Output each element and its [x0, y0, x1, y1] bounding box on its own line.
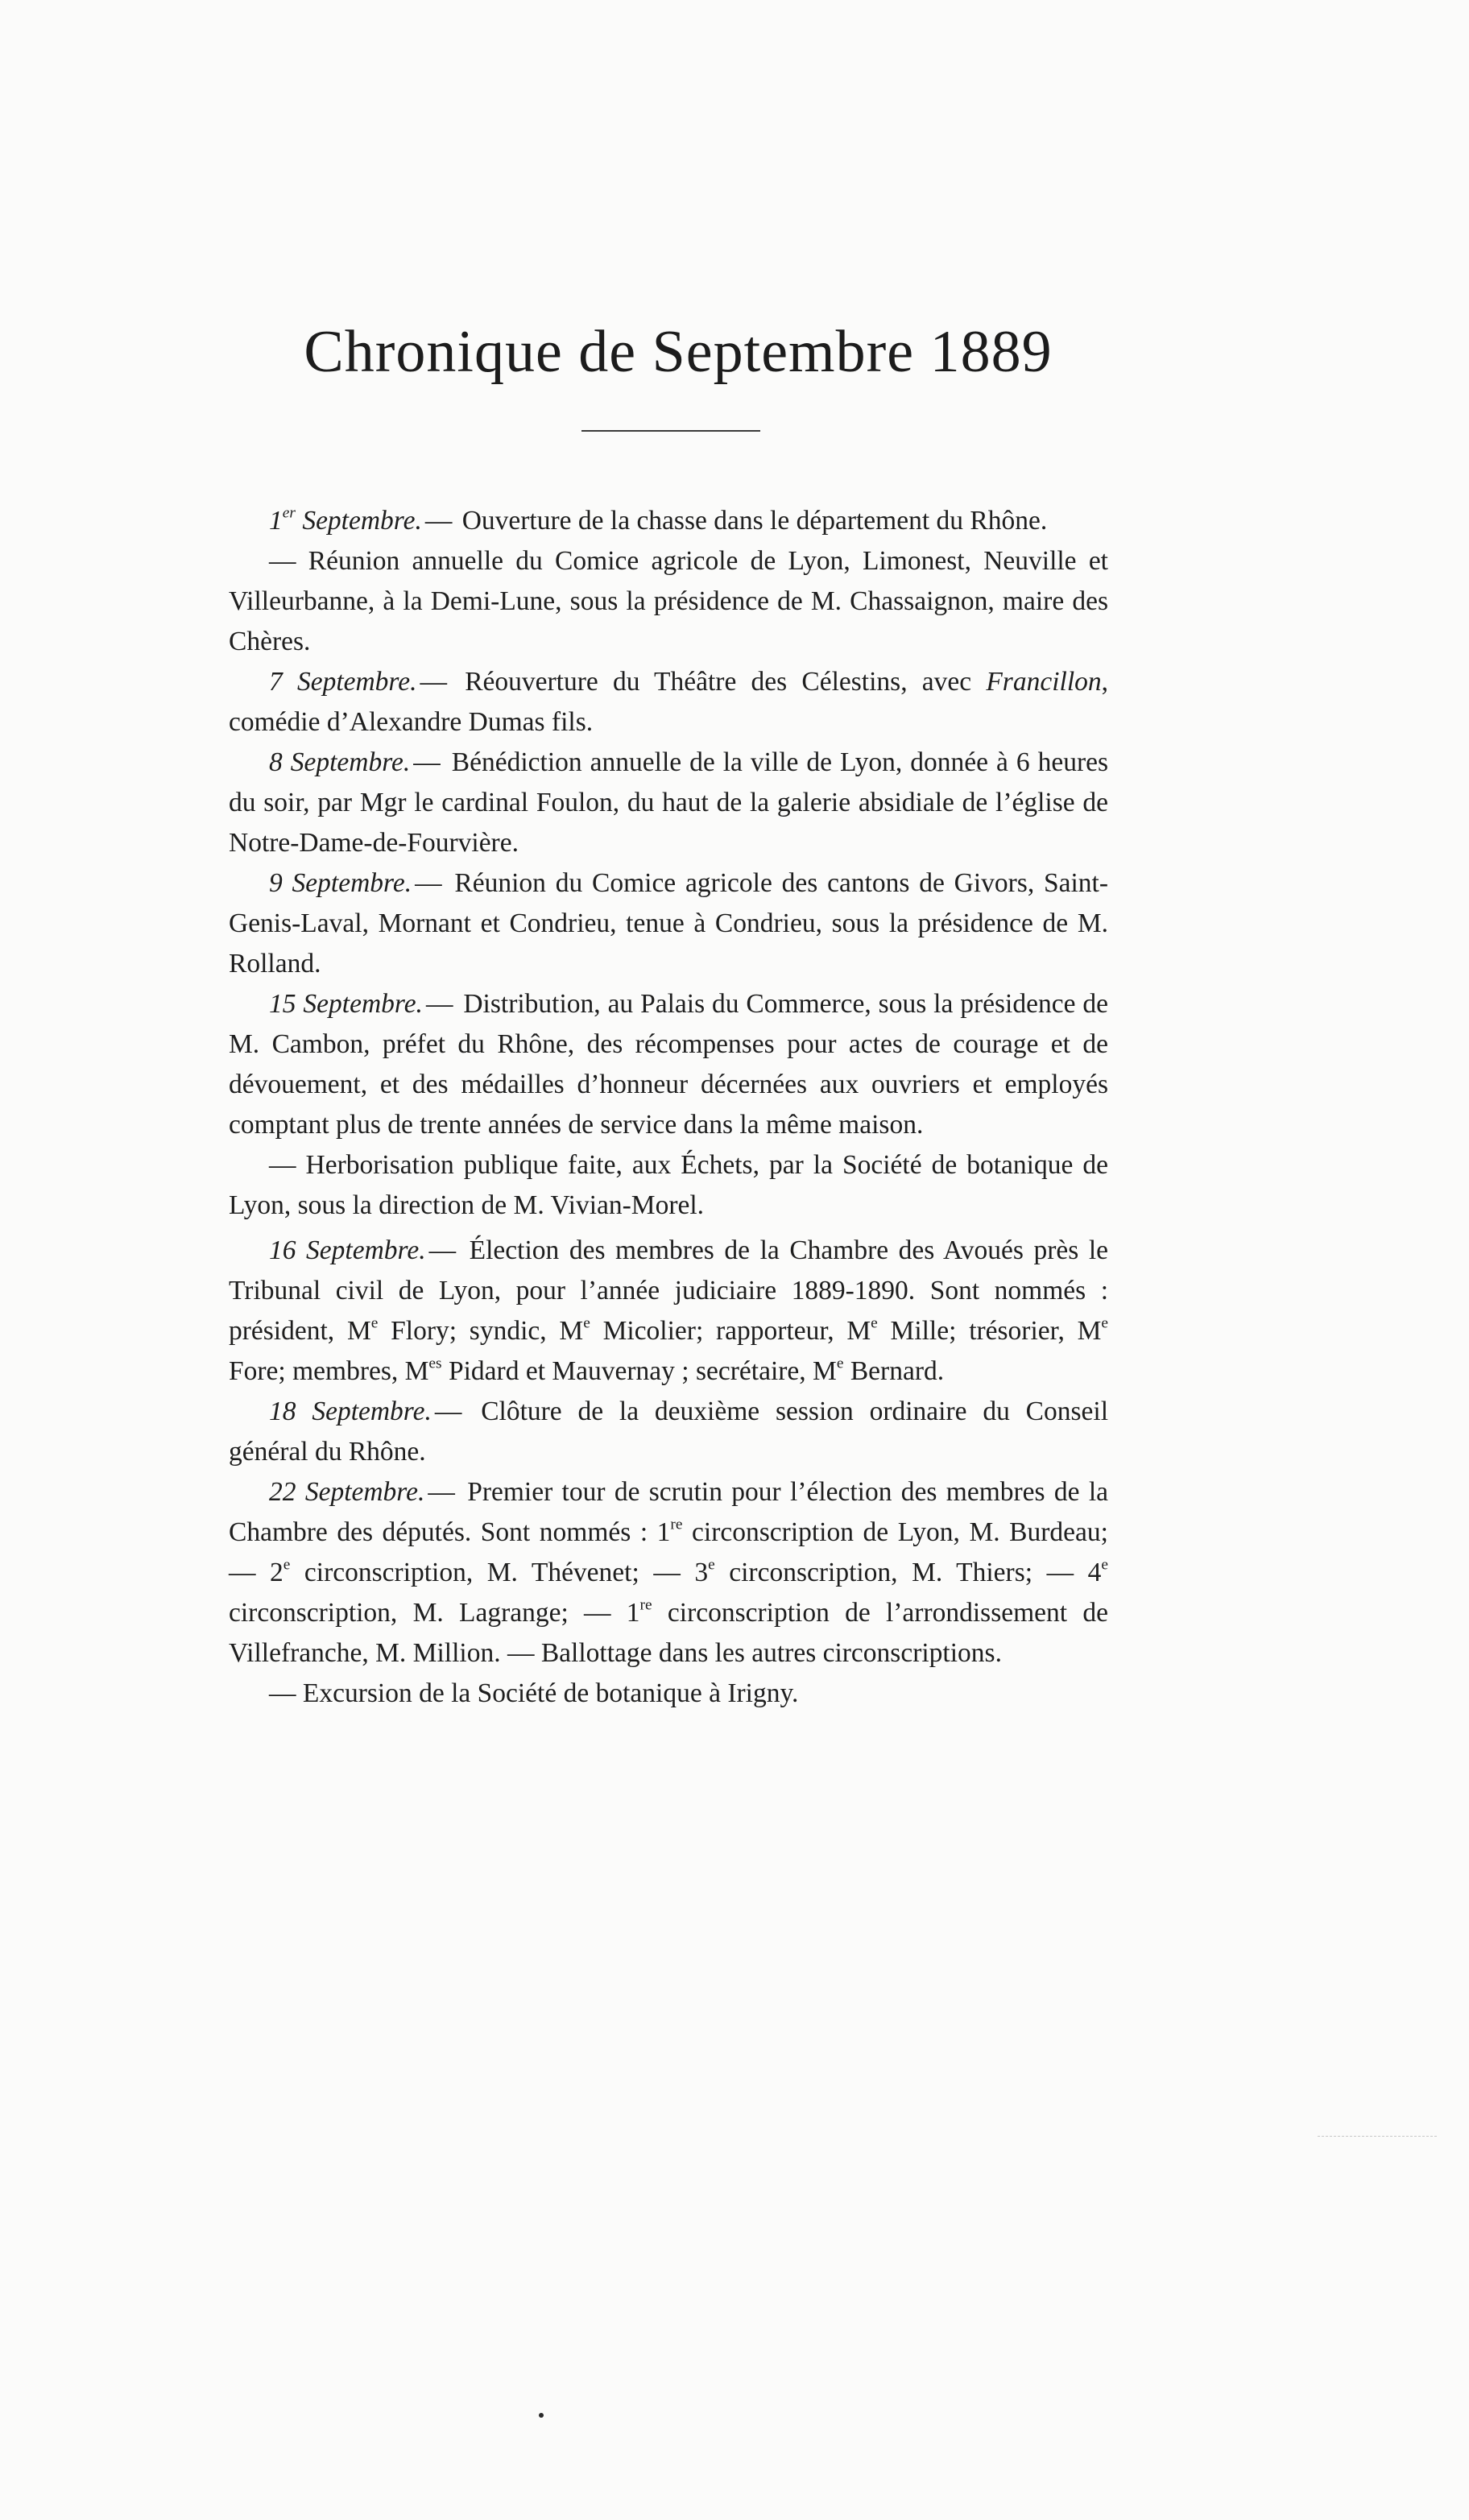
chronicle-entry — [229, 1472, 1108, 1674]
entry-separator: — — [425, 989, 453, 1019]
entry-separator: — — [434, 1397, 462, 1426]
superscript-abbrev: re — [670, 1516, 683, 1533]
entry-text: , comédie d’Alexandre Dumas fils. — [229, 667, 1109, 737]
entry-date: 16 Septembre. — [269, 1235, 426, 1265]
superscript-abbrev: e — [283, 1556, 291, 1574]
chronicle-body — [229, 501, 1108, 1714]
superscript-abbrev: e — [1101, 1314, 1109, 1332]
chronicle-entry — [229, 1674, 1108, 1714]
chronicle-entry — [229, 1392, 1108, 1472]
entry-text: Clôture de la deuxième session ordinaire du Conseil général du Rhône. — [229, 1397, 1109, 1467]
entry-text: Réunion du Comice agricole des cantons de Givors, Saint-Genis-Laval, Mornant et Condrieu, tenue à Condrieu, sous la présidence de M. Rolland. — [229, 868, 1109, 979]
superscript-abbrev: e — [1101, 1556, 1108, 1574]
chronicle-entry — [229, 501, 1108, 541]
entry-separator: — — [413, 747, 441, 777]
superscript-abbrev: e — [370, 1314, 379, 1332]
chronicle-entry — [229, 863, 1108, 984]
entry-play-title: Francillon — [986, 667, 1102, 697]
entry-date: 15 Septembre. — [269, 989, 423, 1019]
scan-edge-line — [1318, 2136, 1437, 2137]
entry-text: Bénédiction annuelle de la ville de Lyon, donnée à 6 heures du soir, par Mgr le cardinal Foulon, du haut de la galerie absidiale de l’église de Notre-Dame-de-Fourvière. — [229, 747, 1109, 858]
entry-separator: — — [428, 1477, 455, 1507]
entry-text: Réouverture du Théâtre des Célestins, avec — [465, 667, 987, 697]
superscript-abbrev: e — [708, 1556, 715, 1574]
chronicle-entry — [229, 984, 1108, 1145]
chronicle-entry — [229, 662, 1108, 743]
entry-separator: — — [420, 667, 447, 697]
entry-separator: — — [424, 506, 453, 536]
entry-separator: — — [415, 868, 442, 898]
chronicle-entry — [229, 1145, 1108, 1226]
superscript-abbrev: e — [871, 1314, 878, 1332]
superscript-abbrev: es — [428, 1355, 442, 1372]
entry-text: Élection des membres de la Chambre des Avoués près le Tribunal civil de Lyon, pour l’année judiciaire 1889-1890. Sont nommés : président, Me Flory; syndic, Me Micolier; rapporteur, Me Mille; trésorier, Me Fore; membres, $M^{es}$ Pidard et Mauvernay ; secrétaire, Me Bernard. — [229, 1235, 1109, 1386]
entry-separator: — — [428, 1235, 457, 1265]
entry-date: 8 Septembre. — [269, 747, 411, 777]
entry-text: Premier tour de scrutin pour l’élection des membres de la Chambre des députés. Sont nommés : 1re circonscription de Lyon, M. Burdeau; — 2e circonscription, M. Thévenet; — 3e circonscription, M. Thiers; — 4e circonscription, M. Lagrange; — 1re circonscription de l’arrondissement de Villefranche, M. Million. — Ballottage dans les autres circonscriptions. — [229, 1477, 1109, 1668]
entry-date: 18 Septembre. — [269, 1397, 432, 1426]
chronicle-entry — [229, 1231, 1108, 1392]
entry-date: 7 Septembre. — [269, 667, 417, 697]
entry-text: Ouverture de la chasse dans le département du Rhône. — [461, 506, 1048, 536]
superscript-abbrev: re — [639, 1596, 652, 1614]
page-title: Chronique de Septembre 1889 — [304, 319, 1053, 385]
chronicle-entry — [229, 541, 1108, 662]
superscript-abbrev: e — [836, 1355, 844, 1372]
superscript-abbrev: e — [583, 1314, 590, 1332]
entry-date: 22 Septembre. — [269, 1477, 425, 1507]
entry-text: — Herborisation publique faite, aux Échets, par la Société de botanique de Lyon, sous la direction de M. Vivian-Morel. — [229, 1150, 1108, 1220]
entry-date: 9 Septembre. — [269, 868, 412, 898]
title-rule — [581, 430, 760, 432]
entry-text: — Réunion annuelle du Comice agricole de Lyon, Limonest, Neuville et Villeurbanne, à la Demi-Lune, sous la présidence de M. Chassaignon, maire des Chères. — [229, 546, 1108, 656]
entry-text: Distribution, au Palais du Commerce, sous la présidence de M. Cambon, préfet du Rhône, des récompenses pour actes de courage et de dévouement, et des médailles d’honneur décernées aux ouvriers et employés comptant plus de trente années de service dans la même maison. — [229, 989, 1108, 1140]
page-mark — [539, 2413, 544, 2418]
chronicle-entry — [229, 743, 1108, 863]
entry-date: 1er Septembre. — [269, 504, 422, 536]
entry-text: — Excursion de la Société de botanique à Irigny. — [269, 1678, 799, 1708]
